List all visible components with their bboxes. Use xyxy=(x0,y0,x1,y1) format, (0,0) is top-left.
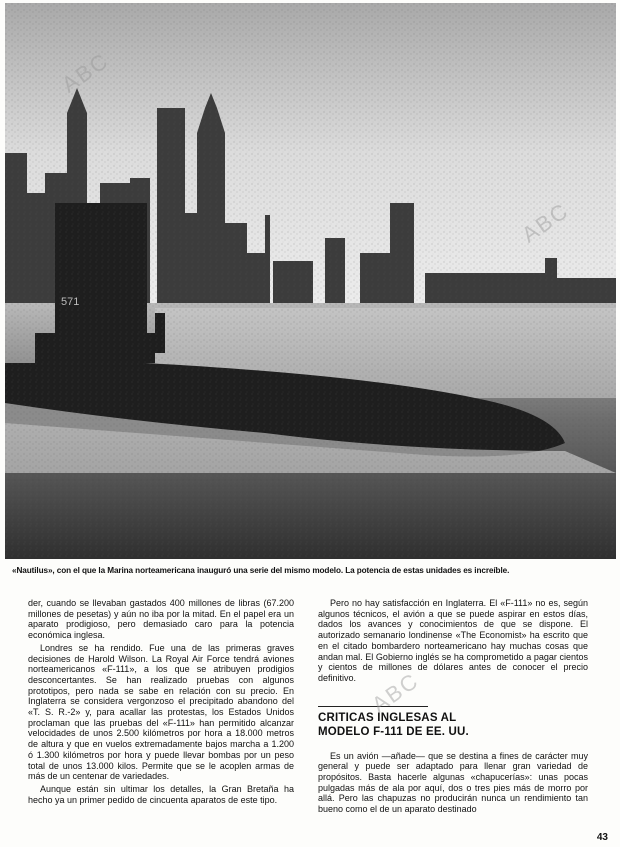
paragraph: Pero no hay satisfacción en Inglaterra. El «F-111» no es, según algunos técnicos, el avión a que se puede aspirar en estos días, dados los avances y conocimientos de que se dispone. El autorizado semanario londinense «The Economist» ha escrito que en el citado bombardero norteamericano hay muchas cosas que andan mal. El Gobierno inglés se ha comprometido a pagar cientos y cientos de millones de dólares antes de conocer el precio definitivo. xyxy=(318,598,588,683)
paragraph: Es un avión —añade— que se destina a fines de carácter muy general y puede ser adaptado para llenar gran variedad de propósitos. Basta hacerle algunas «chapucerías»: unas pocas pulgadas más de ala por aquí, dos o tres pies más de morro por allá. Pero las chapuzas no producirán nunca un rendimiento tan bueno como el de un aparato destinado xyxy=(318,750,588,815)
photo-caption: «Nautilus», con el que la Marina norteamericana inauguró una serie del mismo modelo. La potencia de estas unidades es increíble. xyxy=(12,566,510,575)
submarine-photo xyxy=(5,3,616,559)
left-column xyxy=(28,598,294,807)
paragraph: Aunque están sin ultimar los detalles, la Gran Bretaña ha hecho ya un primer pedido de cincuenta aparatos de este tipo. xyxy=(28,783,294,805)
page-number: 43 xyxy=(596,832,608,843)
paragraph: der, cuando se llevaban gastados 400 millones de libras (67.200 millones de pesetas) y aún no iba por la mitad. En el papel era un aparato prodigioso, pero demasiado caro para la potencia económica inglesa. xyxy=(28,598,294,641)
heading-line: MODELO F-111 DE EE. UU. xyxy=(318,725,469,738)
watermark: ABC xyxy=(517,197,574,248)
paragraph: Londres se ha rendido. Fue una de las primeras graves decisiones de Harold Wilson. La Royal Air Force tendrá aviones norteamericanos «F-111», a los que se atribuyen prodigios desconcertantes. Se han realizado pruebas con algunos prototipos, pero nada se sabe en relación con su precio. En Inglaterra se considera vergonzoso el precipitado abandono del «T. S. R.-2» y, para acallar las protestas, los Estados Unidos proclaman que las pruebas del «F-111» han permitido alcanzar velocidades de unos 2.500 kilómetros por hora a 18.000 metros de altura y que en vuelos extremadamente bajos marcha a 1.200 ó 1.300 kilómetros por hora y puede llevar bombas por un peso total de unos 13.000 kilos. Permite que se le acoplen armas de más de un centenar de variedades. xyxy=(28,642,294,782)
section-heading xyxy=(318,706,588,739)
heading-line: CRITICAS INGLESAS AL xyxy=(318,711,457,724)
watermark: ABC xyxy=(367,667,424,718)
watermark: ABC xyxy=(57,47,114,98)
right-column xyxy=(318,598,588,817)
